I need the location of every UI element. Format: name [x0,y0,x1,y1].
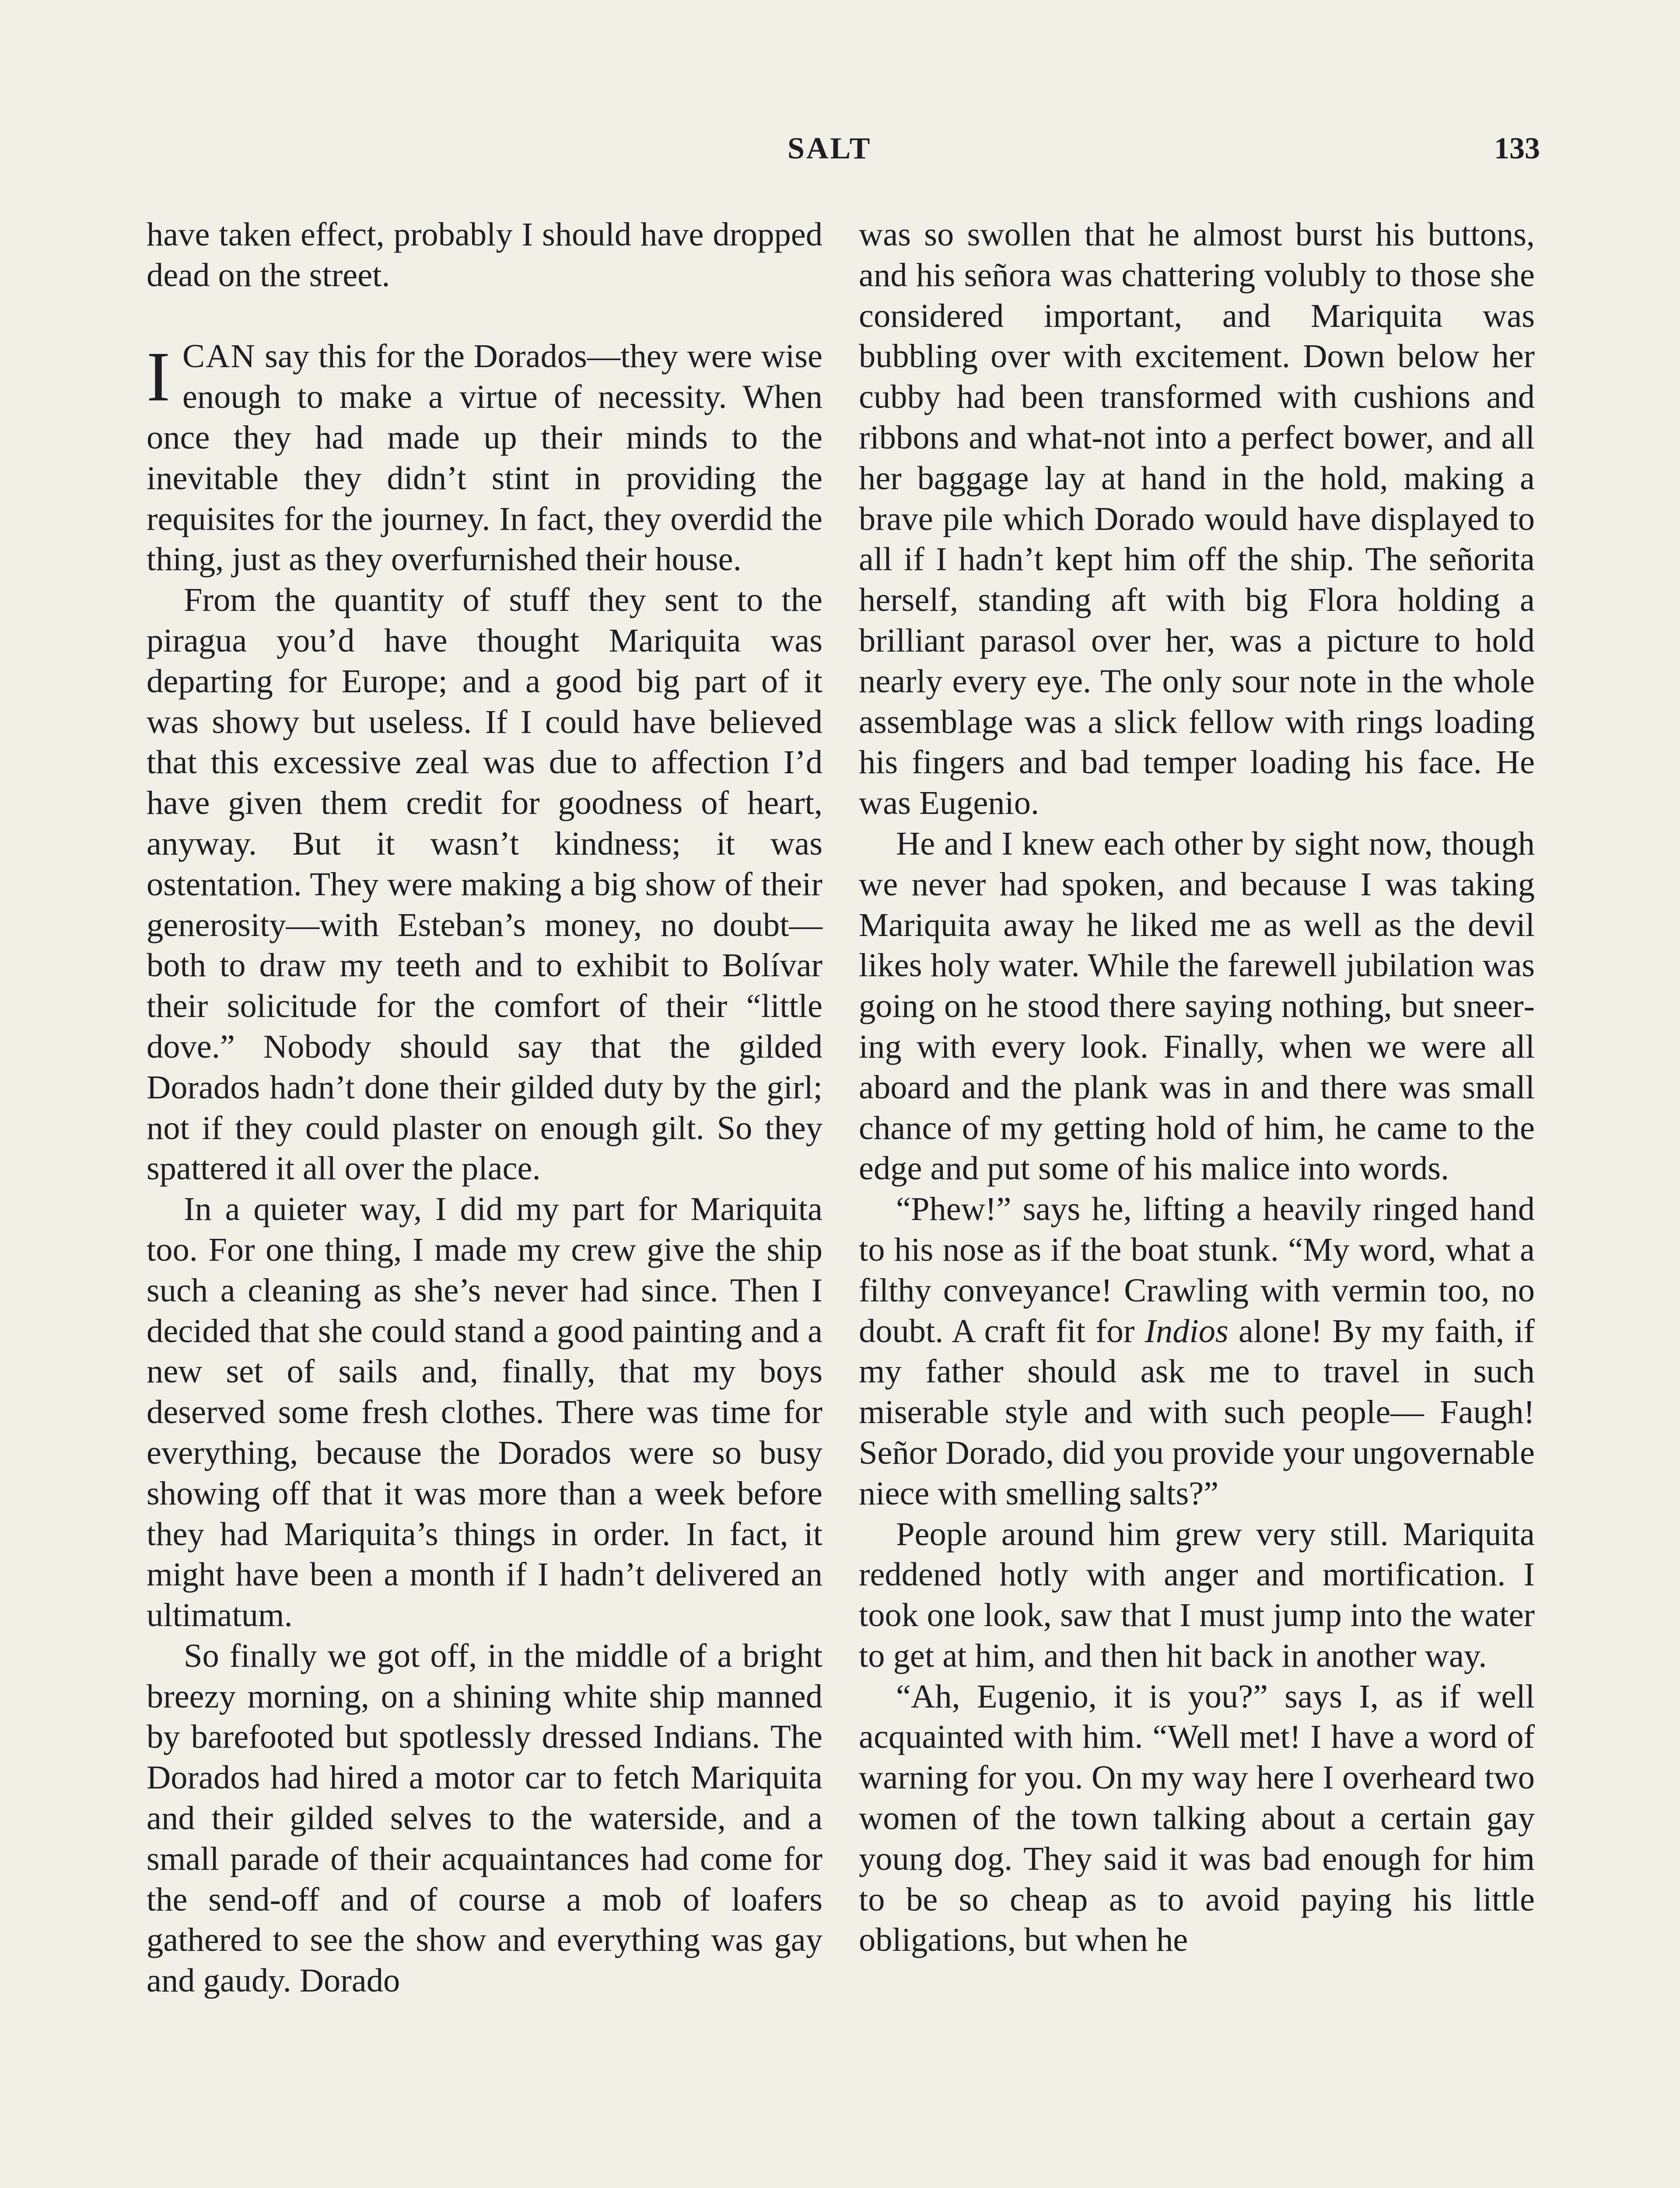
drop-cap: I [147,338,170,417]
paragraph-text: “Phew!” says he, lifting a heavily ringed hand to his nose as if the boat stunk. “My word, what a filthy conveyance! Crawling with vermin too, no doubt. A craft fit for [859,1190,1535,1350]
paragraph [859,1189,1535,1514]
italic-word: Indios [1144,1312,1228,1350]
paragraph: was so swollen that he almost burst his buttons, and his señora was chattering volubly to those she considered important, and Mariquita was bubbling over with excitement. Down below her cubby had been transformed with cushions and ribbons and what-not into a perfect bower, and all her baggage lay at hand in the hold, making a brave pile which Dorado would have displayed to all if I hadn’t kept him off the ship. The señorita herself, standing aft with big Flora holding a brilliant parasol over her, was a picture to hold nearly every eye. The only sour note in the whole assemblage was a slick fellow with rings loading his fingers and bad temper loading his face. He was Eugenio. [859,216,1535,822]
paragraph: have taken effect, probably I should have dropped dead on the street. [147,216,822,294]
paragraph: So finally we got off, in the middle of a bright breezy morning, on a shining white ship manned by barefooted but spotlessly dressed Indians. The Dorados had hired a motor car to fetch Mariquita and their gilded selves to the waterside, and a small parade of their acquaintances had come for the send-off and of course a mob of loafers gathered to see the show and everything was gay and gaudy. Dorado [147,1637,822,1999]
paragraph: People around him grew very still. Mariquita reddened hotly with anger and mortification. I took one look, saw that I must jump into the water to get at him, and then hit back in another way. [859,1515,1535,1674]
paragraph: He and I knew each other by sight now, though we never had spoken, and because I was taking Mariquita away he liked me as well as the devil likes holy water. While the farewell jubilation was going on he stood there saying nothing, but sneering with every look. Finally, when we were all aboard and the plank was in and there was small chance of my getting hold of him, he came to the edge and put some of his malice into words. [859,824,1535,1187]
paragraph-text: alone! By my faith, if my father should ask me to travel in such miserable style and with such people— Faugh! Señor Dorado, did you provide your ungovernable niece with smelling salts?” [859,1312,1535,1512]
paragraph-text: say this for the Dorados—they were wise enough to make a virtue of necessity. When once they had made up their minds to the inevitable they didn’t stint in providing the requisites for the journey. In fact, they overdid the thing, just as they overfurnished their house. [147,337,822,578]
page-number: 133 [1494,132,1540,165]
paragraph: From the quantity of stuff they sent to the piragua you’d have thought Mariquita was departing for Europe; and a good big part of it was showy but useless. If I could have believed that this excessive zeal was due to affection I’d have given them credit for goodness of heart, anyway. But it wasn’t kindness; it was ostentation. They were making a big show of their generosity—with Esteban’s money, no doubt—both to draw my teeth and to exhibit to Bolívar their solicitude for the comfort of their “little dove.” Nobody should say that the gilded Dorados hadn’t done their gilded duty by the girl; not if they could plaster on enough gilt. So they spattered it all over the place. [147,581,822,1187]
paragraph: In a quieter way, I did my part for Mariquita too. For one thing, I made my crew give the ship such a cleaning as she’s never had since. Then I decided that she could stand a good painting and a new set of sails and, finally, that my boys deserved some fresh clothes. There was time for everything, because the Dorados were so busy showing off that it was more than a week before they had Mariquita’s things in order. In fact, it might have been a month if I hadn’t delivered an ultimatum. [147,1190,822,1634]
lead-in-word: CAN [182,337,256,375]
left-column [147,214,822,2001]
right-column [859,214,1535,1960]
paragraph: “Ah, Eugenio, it is you?” says I, as if well acquainted with him. “Well met! I have a word of warning for you. On my way here I overheard two women of the town talking about a certain gay young dog. They said it was bad enough for him to be so cheap as to avoid paying his little obligations, but when he [859,1677,1535,1959]
running-head [0,131,1680,184]
section-opening-paragraph [147,336,822,580]
running-title: SALT [788,132,872,165]
